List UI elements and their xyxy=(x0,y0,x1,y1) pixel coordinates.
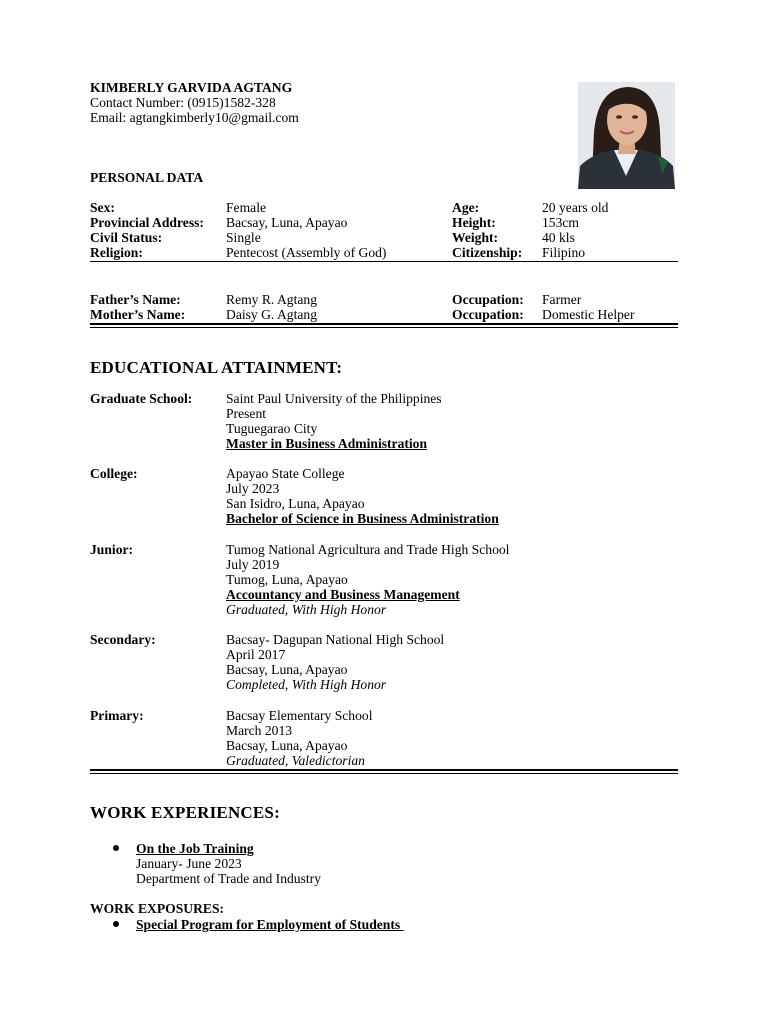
father-label: Father’s Name: xyxy=(90,292,181,307)
education-divider-top xyxy=(90,769,678,771)
junior-school: Tumog National Agricultura and Trade High School xyxy=(226,542,510,557)
secondary-place: Bacsay, Luna, Apayao xyxy=(226,662,348,677)
father-name: Remy R. Agtang xyxy=(226,292,318,307)
work-exposure-item: Special Program for Employment of Students xyxy=(136,917,404,932)
primary-entry xyxy=(226,708,372,768)
junior-strand: Accountancy and Business Management xyxy=(226,587,460,602)
education-divider-bottom xyxy=(90,773,678,774)
secondary-date: April 2017 xyxy=(226,647,286,662)
height-label: Height: xyxy=(452,215,496,230)
email-address: Email: agtangkimberly10@gmail.com xyxy=(90,110,299,125)
work-heading: WORK EXPERIENCES: xyxy=(90,803,280,822)
college-place: San Isidro, Luna, Apayao xyxy=(226,496,365,511)
primary-label: Primary: xyxy=(90,708,144,723)
college-school: Apayao State College xyxy=(226,466,345,481)
work-title: On the Job Training xyxy=(136,841,254,856)
graduate-label: Graduate School: xyxy=(90,391,193,406)
personal-left-labels xyxy=(90,200,204,260)
contact-number: Contact Number: (0915)1582-328 xyxy=(90,95,276,110)
age-value: 20 years old xyxy=(542,200,609,215)
profile-photo xyxy=(578,82,675,189)
junior-date: July 2019 xyxy=(226,557,280,572)
mother-occupation-label: Occupation: xyxy=(452,307,524,322)
citizenship-label: Citizenship: xyxy=(452,245,523,260)
citizenship-value: Filipino xyxy=(542,245,586,260)
work-date: January- June 2023 xyxy=(136,856,242,871)
sex-label: Sex: xyxy=(90,200,115,215)
primary-honor: Graduated, Valedictorian xyxy=(226,753,365,768)
personal-right-labels xyxy=(452,200,522,260)
work-exposures-heading: WORK EXPOSURES: xyxy=(90,901,225,916)
college-date: July 2023 xyxy=(226,481,280,496)
graduate-place: Tuguegarao City xyxy=(226,421,318,436)
bullet-icon xyxy=(113,921,119,927)
graduate-date: Present xyxy=(226,406,267,421)
mother-label: Mother’s Name: xyxy=(90,307,186,322)
secondary-label: Secondary: xyxy=(90,632,156,647)
education-heading: EDUCATIONAL ATTAINMENT: xyxy=(90,358,343,377)
primary-place: Bacsay, Luna, Apayao xyxy=(226,738,348,753)
graduate-entry xyxy=(226,391,442,451)
primary-date: March 2013 xyxy=(226,723,293,738)
height-value: 153cm xyxy=(542,215,579,230)
junior-entry xyxy=(226,542,509,617)
secondary-school: Bacsay- Dagupan National High School xyxy=(226,632,445,647)
mother-name: Daisy G. Agtang xyxy=(226,307,317,322)
civil-status-value: Single xyxy=(226,230,261,245)
work-organization: Department of Trade and Industry xyxy=(136,871,321,886)
weight-label: Weight: xyxy=(452,230,499,245)
junior-honor: Graduated, With High Honor xyxy=(226,602,387,617)
junior-label: Junior: xyxy=(90,542,134,557)
junior-place: Tumog, Luna, Apayao xyxy=(226,572,348,587)
college-label: College: xyxy=(90,466,138,481)
father-occupation-label: Occupation: xyxy=(452,292,524,307)
graduate-school: Saint Paul University of the Philippines xyxy=(226,391,442,406)
civil-status-label: Civil Status: xyxy=(90,230,163,245)
address-value: Bacsay, Luna, Apayao xyxy=(226,215,348,230)
college-degree: Bachelor of Science in Business Administration xyxy=(226,511,499,526)
personal-right-values xyxy=(542,200,608,260)
religion-label: Religion: xyxy=(90,245,143,260)
address-label: Provincial Address: xyxy=(90,215,204,230)
parents-divider-bottom xyxy=(90,327,678,328)
father-occupation: Farmer xyxy=(542,292,582,307)
sex-value: Female xyxy=(226,200,267,215)
college-entry xyxy=(226,466,499,526)
bullet-icon xyxy=(113,845,119,851)
personal-divider xyxy=(90,261,678,262)
weight-value: 40 kls xyxy=(542,230,575,245)
parents-divider-top xyxy=(90,323,678,325)
secondary-entry xyxy=(226,632,444,692)
personal-left-values xyxy=(226,200,386,260)
primary-school: Bacsay Elementary School xyxy=(226,708,373,723)
applicant-name: KIMBERLY GARVIDA AGTANG xyxy=(90,80,293,95)
age-label: Age: xyxy=(452,200,480,215)
graduate-degree: Master in Business Administration xyxy=(226,436,428,451)
personal-data-heading: PERSONAL DATA xyxy=(90,170,204,185)
work-entry xyxy=(136,841,321,886)
religion-value: Pentecost (Assembly of God) xyxy=(226,245,387,260)
mother-occupation: Domestic Helper xyxy=(542,307,635,322)
secondary-honor: Completed, With High Honor xyxy=(226,677,387,692)
